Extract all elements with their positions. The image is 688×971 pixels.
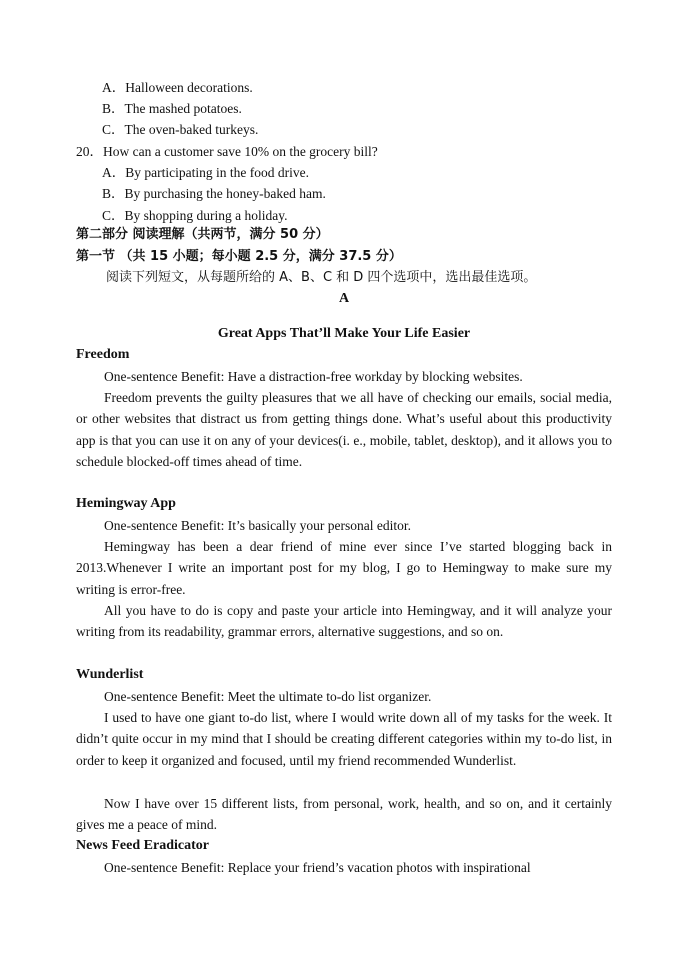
freedom-benefit: One-sentence Benefit: Have a distraction-free workday by blocking websites. [104,369,523,384]
q20-stem: 20．How can a customer save 10% on the grocery bill? [76,144,378,159]
q20-option-b: B．By purchasing the honey-baked ham. [102,186,326,201]
wunderlist-result: Now I have over 15 different lists, from personal, work, health, and so on, and it certainly gives me a peace of mind. [76,796,612,833]
q19-option-a: A．Halloween decorations. [102,80,253,95]
freedom-description: Freedom prevents the guilty pleasures that we all have of checking our emails, social media, or other websites that distract us from getting things done. What’s useful about this productivity app is that you can use it on any of your devices(i. e., mobile, tablet, desktop), and it allows you to schedule blocked-off times ahead of time. [76,390,612,469]
hemingway-benefit: One-sentence Benefit: It’s basically your personal editor. [104,518,412,533]
app-heading-hemingway: Hemingway App [76,496,176,511]
section1-heading: 第一节 （共 15 小题；每小题 2.5 分，满分 37.5 分） [76,249,402,264]
news-feed-eradicator-benefit: One-sentence Benefit: Replace your friend’s vacation photos with inspirational [104,860,531,875]
app-heading-freedom: Freedom [76,347,130,362]
q19-option-b: B．The mashed potatoes. [102,101,242,116]
article-title: Great Apps That’ll Make Your Life Easier [217,326,471,341]
instructions: 阅读下列短文，从每题所给的 A、B、C 和 D 四个选项中，选出最佳选项。 [106,270,537,285]
part2-heading: 第二部分 阅读理解（共两节，满分 50 分） [76,227,329,242]
q20-option-a: A．By participating in the food drive. [102,165,309,180]
wunderlist-description: I used to have one giant to-do list, where I would write down all of my tasks for the week. It didn’t quite occur in my mind that I should be creating different categories within my to-do list, in order to keep it organized and focused, until my friend recommended Wunderlist. [76,710,612,768]
q19-option-c: C．The oven-baked turkeys. [102,122,259,137]
wunderlist-benefit: One-sentence Benefit: Meet the ultimate to-do list organizer. [104,689,432,704]
app-heading-wunderlist: Wunderlist [76,667,144,682]
hemingway-usage: All you have to do is copy and paste your article into Hemingway, and it will analyze your writing from its readability, grammar errors, alternative suggestions, and so on. [76,603,612,640]
passage-letter: A [338,291,350,306]
q20-option-c: C．By shopping during a holiday. [102,208,288,223]
app-heading-news-feed-eradicator: News Feed Eradicator [76,838,209,853]
hemingway-description: Hemingway has been a dear friend of mine ever since I’ve started blogging back in 2013.Whenever I write an important post for my blog, I go to Hemingway to make sure my writing is error-free. [76,539,612,597]
